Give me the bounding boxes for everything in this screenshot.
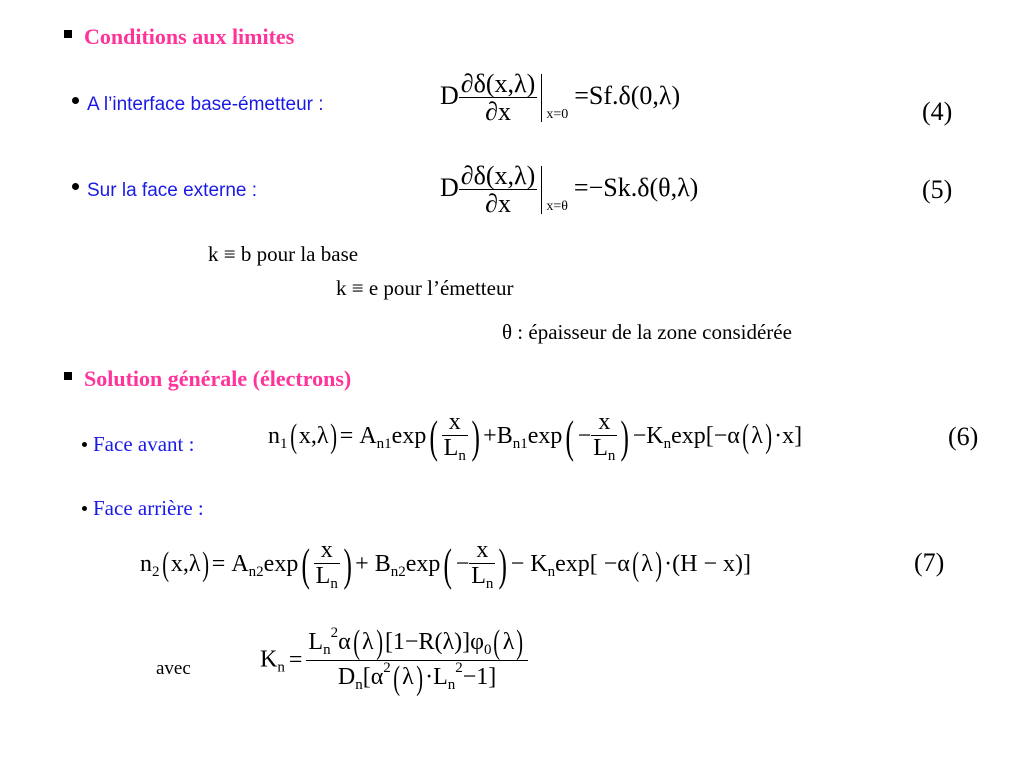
eq-minus-K: −K bbox=[632, 422, 664, 449]
equation-6 bbox=[268, 410, 802, 465]
avec-label: avec bbox=[156, 658, 191, 679]
eq-L-sub: n bbox=[458, 448, 466, 465]
frac-num: x bbox=[320, 537, 333, 563]
eq-numerator: ∂δ(x,λ) bbox=[460, 161, 536, 190]
face-avant-label bbox=[82, 432, 194, 457]
frac-num: x bbox=[598, 409, 611, 435]
eq-plus-B: + B bbox=[355, 550, 391, 577]
eval-bar bbox=[541, 74, 542, 122]
bullet-text: A l’interface base-émetteur : bbox=[87, 94, 324, 115]
num-mid: [1−R(λ)]φ bbox=[384, 629, 484, 655]
num-L-sub: n bbox=[323, 642, 331, 658]
num-phi-sub: 0 bbox=[483, 642, 492, 658]
bullet-text: Sur la face externe : bbox=[87, 180, 258, 201]
eq-tail-b: ·(H − x)] bbox=[664, 550, 752, 577]
bullet-dot-icon bbox=[82, 442, 87, 447]
equation-Kn bbox=[260, 626, 528, 696]
eq-L: L bbox=[593, 435, 608, 462]
heading-text: Conditions aux limites bbox=[84, 24, 295, 49]
bullet-interface-label bbox=[72, 94, 324, 116]
eq-L: L bbox=[443, 435, 459, 462]
open-paren-icon: ( bbox=[393, 659, 400, 697]
open-paren-icon: ( bbox=[742, 418, 749, 456]
eq-args: x,λ bbox=[170, 550, 201, 577]
close-paren-icon: ) bbox=[765, 418, 772, 456]
open-paren-icon: ( bbox=[301, 539, 311, 591]
eq-n-sub: 2 bbox=[152, 563, 160, 580]
eq-numerator: ∂δ(x,λ) bbox=[460, 69, 536, 98]
eq-rhs: =−Sk.δ(θ,λ) bbox=[573, 172, 699, 202]
eval-subscript: x=θ bbox=[546, 198, 568, 214]
num-L-sup: 2 bbox=[330, 625, 339, 641]
den-end: −1] bbox=[462, 664, 497, 691]
eq-fraction bbox=[459, 70, 538, 126]
square-bullet-icon bbox=[64, 372, 72, 380]
equation-number-5: (5) bbox=[922, 175, 953, 204]
num-alpha: α bbox=[338, 629, 351, 655]
square-bullet-icon bbox=[64, 30, 72, 38]
frac-den bbox=[314, 563, 340, 593]
den-dotL: ·L bbox=[425, 664, 448, 691]
eq-lambda: λ bbox=[751, 422, 763, 449]
eq-K-sub: n bbox=[663, 435, 672, 452]
equation-4 bbox=[440, 70, 680, 126]
open-paren-icon: ( bbox=[493, 624, 501, 662]
den-L-sup: 2 bbox=[455, 660, 463, 677]
den-alpha: [α bbox=[362, 664, 384, 691]
face-arriere-label bbox=[82, 496, 204, 521]
eq-n: n bbox=[140, 550, 152, 577]
bullet-external-face-label bbox=[72, 180, 257, 202]
den-sup: 2 bbox=[383, 660, 391, 677]
eq-fraction-x-L bbox=[314, 538, 340, 593]
open-paren-icon: ( bbox=[632, 546, 639, 584]
eq-equals: = bbox=[288, 646, 303, 673]
frac-num: x bbox=[476, 537, 489, 563]
open-paren-icon: ( bbox=[443, 539, 453, 591]
heading-text: Solution générale (électrons) bbox=[84, 366, 352, 391]
equation-number-7: (7) bbox=[914, 548, 945, 577]
eq-rhs: =Sf.δ(0,λ) bbox=[574, 80, 681, 110]
eq-exp: exp bbox=[405, 550, 441, 577]
bullet-text: Face avant : bbox=[93, 432, 195, 456]
eq-fraction-x-L bbox=[591, 410, 617, 465]
eq-fraction-x-L bbox=[442, 410, 468, 465]
eval-bar bbox=[541, 166, 542, 214]
close-paren-icon: ) bbox=[620, 411, 630, 463]
num-L: L bbox=[308, 629, 324, 655]
eq-D: D bbox=[440, 172, 459, 202]
eq-K-sub: n bbox=[277, 659, 285, 676]
open-paren-icon: ( bbox=[565, 411, 575, 463]
equation-5 bbox=[440, 162, 698, 218]
eq-fraction-Kn bbox=[306, 626, 527, 696]
open-paren-icon: ( bbox=[429, 411, 439, 463]
close-paren-icon: ) bbox=[471, 411, 480, 463]
note-k-base: k ≡ b pour la base bbox=[208, 242, 359, 266]
eq-L-sub: n bbox=[607, 448, 616, 465]
open-paren-icon: ( bbox=[289, 418, 297, 456]
close-paren-icon: ) bbox=[498, 539, 508, 591]
eq-minus-K: − K bbox=[510, 550, 548, 577]
section-heading-solution bbox=[64, 366, 351, 392]
den-D: D bbox=[337, 664, 356, 691]
eq-fraction bbox=[459, 162, 538, 218]
eq-args: x,λ bbox=[298, 422, 329, 449]
eq-tail-a: exp[ −α bbox=[555, 550, 630, 577]
frac-den bbox=[442, 435, 468, 465]
num-lambda2: λ bbox=[502, 629, 515, 655]
bullet-dot-icon bbox=[72, 183, 79, 190]
bullet-dot-icon bbox=[82, 506, 87, 511]
eq-fraction-x-L bbox=[469, 538, 495, 593]
eq-A: = A bbox=[211, 550, 249, 577]
eq-A-sub: n1 bbox=[376, 435, 392, 452]
eq-exp: exp bbox=[391, 422, 427, 449]
den-lambda: λ bbox=[402, 664, 414, 691]
note-k-emitter: k ≡ e pour l’émetteur bbox=[336, 276, 514, 300]
frac-num: x bbox=[448, 409, 461, 435]
equation-7 bbox=[140, 538, 751, 593]
eq-B-sub: n2 bbox=[390, 563, 406, 580]
eq-minus: − bbox=[577, 422, 592, 449]
eq-K: K bbox=[260, 646, 278, 673]
eq-exp: exp bbox=[263, 550, 299, 577]
section-heading-conditions bbox=[64, 24, 294, 50]
eq-L: L bbox=[471, 563, 486, 590]
note-theta: θ : épaisseur de la zone considérée bbox=[502, 320, 792, 344]
close-paren-icon: ) bbox=[375, 624, 383, 662]
eq-plus-B: +B bbox=[483, 422, 513, 449]
eq-denominator: ∂x bbox=[459, 189, 538, 217]
equation-number-6: (6) bbox=[948, 422, 979, 451]
bullet-text: Face arrière : bbox=[93, 496, 204, 520]
frac-num bbox=[306, 626, 527, 660]
eq-lambda: λ bbox=[641, 550, 653, 577]
eq-tail-a: exp[−α bbox=[671, 422, 740, 449]
eval-subscript: x=0 bbox=[546, 106, 569, 122]
close-paren-icon: ) bbox=[330, 418, 338, 456]
eq-B-sub: n1 bbox=[512, 435, 528, 452]
num-lambda: λ bbox=[361, 629, 374, 655]
close-paren-icon: ) bbox=[202, 546, 210, 584]
eq-denominator: ∂x bbox=[459, 97, 538, 125]
eq-L-sub: n bbox=[485, 576, 494, 593]
eq-L-sub: n bbox=[330, 576, 338, 593]
eq-tail-b: ·x] bbox=[774, 422, 803, 449]
eq-K-sub: n bbox=[547, 563, 556, 580]
frac-den bbox=[591, 435, 617, 465]
eq-A-sub: n2 bbox=[248, 563, 264, 580]
close-paren-icon: ) bbox=[343, 539, 352, 591]
bullet-dot-icon bbox=[72, 97, 79, 104]
eq-n: n bbox=[268, 422, 280, 449]
den-L-sub: n bbox=[447, 677, 456, 694]
frac-den bbox=[306, 660, 527, 695]
frac-den bbox=[469, 563, 495, 593]
equation-number-4: (4) bbox=[922, 97, 953, 126]
close-paren-icon: ) bbox=[655, 546, 662, 584]
open-paren-icon: ( bbox=[161, 546, 169, 584]
open-paren-icon: ( bbox=[352, 624, 360, 662]
eq-minus: − bbox=[455, 550, 470, 577]
close-paren-icon: ) bbox=[416, 659, 423, 697]
eq-A: = A bbox=[339, 422, 377, 449]
eq-exp: exp bbox=[527, 422, 563, 449]
den-D-sub: n bbox=[355, 677, 363, 694]
close-paren-icon: ) bbox=[516, 624, 524, 662]
eq-n-sub: 1 bbox=[280, 435, 288, 452]
eq-L: L bbox=[315, 563, 331, 590]
eq-D: D bbox=[440, 80, 459, 110]
